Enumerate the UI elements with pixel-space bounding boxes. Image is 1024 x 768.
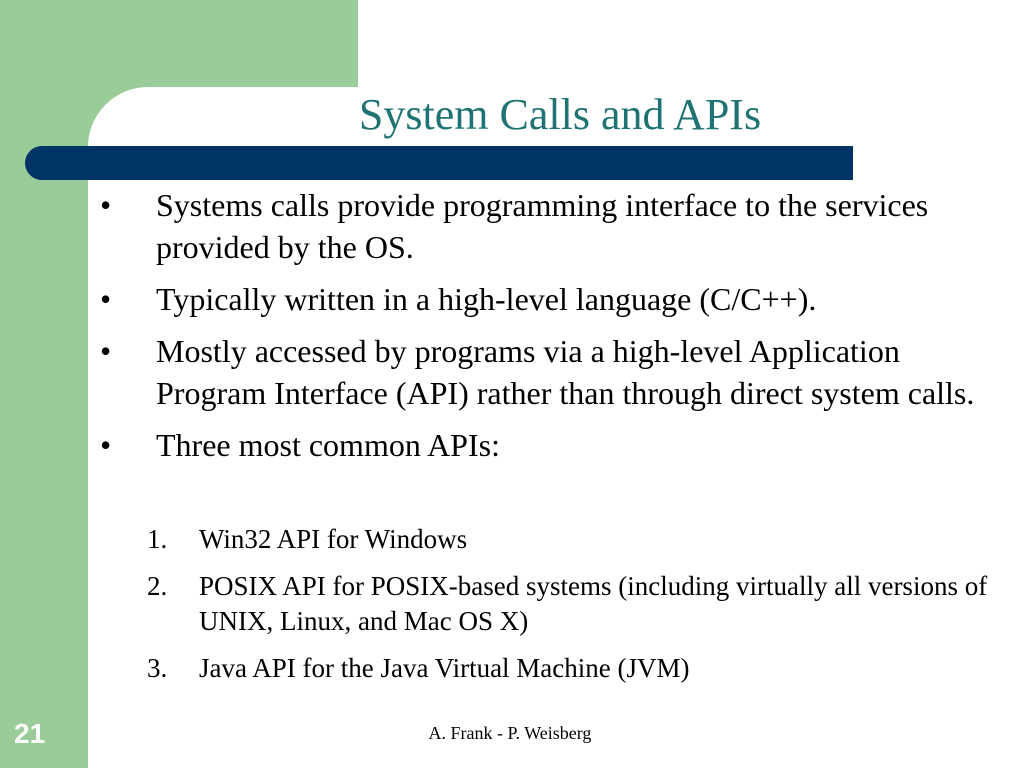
title-underline-bar [25, 146, 853, 180]
api-text: POSIX API for POSIX-based systems (including virtually all versions of UNIX, Linux, and Mac OS X) [199, 571, 988, 636]
slide-title: System Calls and APIs [358, 90, 762, 139]
bullet-item [96, 330, 996, 414]
bullet-marker: • [100, 281, 112, 317]
api-item [140, 651, 1000, 686]
bullet-text: Three most common APIs: [156, 427, 500, 463]
bullet-marker: • [100, 427, 112, 463]
footer-author: A. Frank - P. Weisberg [428, 723, 592, 743]
bullet-marker: • [100, 333, 112, 369]
bullet-marker: • [100, 187, 112, 223]
api-number: 2. [147, 571, 168, 601]
api-item [140, 522, 1000, 557]
bullet-item [96, 424, 996, 466]
bullet-item [96, 278, 996, 320]
api-text: Win32 API for Windows [199, 524, 468, 554]
page-number: 21 [14, 718, 46, 749]
api-number: 3. [147, 653, 168, 683]
api-text: Java API for the Java Virtual Machine (JVM) [199, 653, 690, 683]
bullet-text: Mostly accessed by programs via a high-level Application Program Interface (API) rather than through direct system calls. [156, 333, 975, 411]
bullet-text: Typically written in a high-level language (C/C++). [156, 281, 817, 317]
left-decor-band [0, 0, 88, 768]
top-decor-band [88, 0, 358, 87]
bullet-list [96, 184, 996, 476]
api-item [140, 569, 1000, 639]
api-number: 1. [147, 524, 168, 554]
api-list [140, 522, 1000, 698]
bullet-text: Systems calls provide programming interface to the services provided by the OS. [156, 187, 929, 265]
bullet-item [96, 184, 996, 268]
